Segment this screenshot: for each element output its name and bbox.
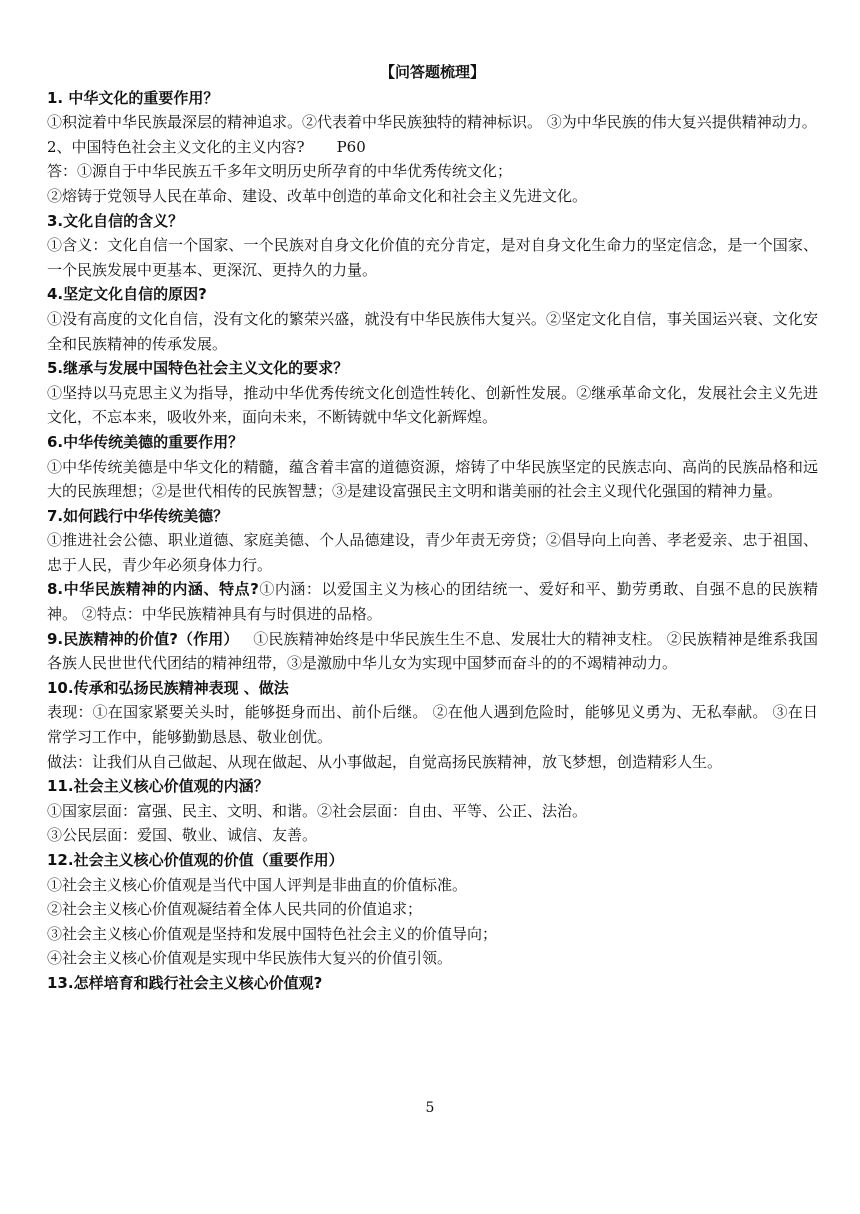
answer-paragraph: ②社会主义核心价值观凝结着全体人民共同的价值追求； [47, 900, 423, 919]
question-heading: 12.社会主义核心价值观的价值（重要作用） [47, 851, 344, 869]
question-heading: 11.社会主义核心价值观的内涵？ [47, 777, 269, 796]
answer-paragraph: ②熔铸于党领导人民在革命、建设、改革中创造的革命文化和社会主义先进文化。 [47, 186, 588, 205]
answer-paragraph: ①坚持以马克思主义为指导，推动中华优秀传统文化创造性转化、创新性发展。②继承革命文化，发展社会主义先进文化，不忘本来，吸收外来，面向未来，不断铸就中华文化新辉煌。 [47, 383, 818, 427]
question-heading: 5.继承与发展中国特色社会主义文化的要求？ [47, 359, 349, 378]
question-heading: 8.中华民族精神的内涵、特点? [47, 580, 259, 599]
question-heading: 13.怎样培育和践行社会主义核心价值观? [47, 973, 323, 992]
question-heading: 3.文化自信的含义？ [47, 211, 184, 230]
section-title: 【问答题梳理】 [379, 63, 485, 81]
answer-paragraph: 做法：让我们从自己做起、从现在做起、从小事做起，自觉高扬民族精神，放飞梦想，创造精彩人生。 [47, 752, 723, 771]
question-heading: 1. 中华文化的重要作用？ [47, 88, 219, 107]
answer-paragraph: ④社会主义核心价值观是实现中华民族伟大复兴的价值引领。 [47, 949, 453, 968]
question-with-answer [47, 627, 818, 676]
question-heading: 7.如何践行中华传统美德？ [47, 506, 229, 525]
question-heading: 6.中华传统美德的重要作用？ [47, 432, 244, 451]
answer-paragraph: ③社会主义核心价值观是坚持和发展中国特色社会主义的价值导向； [47, 924, 498, 943]
question-text: 2、中国特色社会主义文化的主义内容? [47, 137, 305, 156]
answer-paragraph: ①社会主义核心价值观是当代中国人评判是非曲直的价值标准。 [47, 875, 468, 894]
answer-paragraph: ①推进社会公德、职业道德、家庭美德、个人品德建设，青少年责无旁贷；②倡导向上向善、孝老爱亲、忠于祖国、忠于人民，青少年必须身体力行。 [47, 531, 818, 574]
question-with-answer [47, 577, 818, 626]
answer-paragraph: ①没有高度的文化自信，没有文化的繁荣兴盛，就没有中华民族伟大复兴。②坚定文化自信，事关国运兴衰、文化安全和民族精神的传承发展。 [47, 309, 818, 353]
content-body [47, 86, 818, 996]
answer-paragraph: 答：①源自于中华民族五千多年文明历史所孕育的中华优秀传统文化； [47, 162, 513, 181]
page-number: 5 [425, 1100, 435, 1116]
answer-paragraph: ①积淀着中华民族最深层的精神追求。②代表着中华民族独特的精神标识。 ③为中华民族的伟大复兴提供精神动力。 [47, 113, 817, 132]
answer-paragraph: 表现：①在国家紧要关头时，能够挺身而出、前仆后继。 ②在他人遇到危险时，能够见义勇为、无私奉献。 ③在日常学习工作中，能够勤勤恳恳、敬业创优。 [47, 703, 818, 747]
answer-paragraph: ①中华传统美德是中华文化的精髓，蕴含着丰富的道德资源，熔铸了中华民族坚定的民族志向、高尚的民族品格和远大的民族理想；②是世代相传的民族智慧；③是建设富强民主文明和谐美丽的社会主义现代化强国的精神力量。 [47, 457, 818, 501]
answer-paragraph: ①国家层面：富强、民主、文明、和谐。②社会层面：自由、平等、公正、法治。 [47, 801, 588, 820]
answer-paragraph: ①含义：文化自信一个国家、一个民族对自身文化价值的充分肯定，是对自身文化生命力的坚定信念，是一个国家、一个民族发展中更基本、更深沉、更持久的力量。 [47, 236, 818, 279]
answer-text: ①内涵：以爱国主义为核心的团结统一、爱好和平、勤劳勇敢、自强不息的民族精神。 ②特点：中华民族精神具有与时俱进的品格。 [47, 580, 818, 624]
question-heading: 10.传承和弘扬民族精神表现 、做法 [47, 678, 289, 697]
question-heading: 9.民族精神的价值?（作用） [47, 629, 239, 648]
question-heading: 4.坚定文化自信的原因? [47, 285, 207, 304]
question-heading [47, 135, 818, 160]
answer-text: ①民族精神始终是中华民族生生不息、发展壮大的精神支柱。 ②民族精神是维系我国各族人民世世代代团结的精神纽带，③是激励中华儿女为实现中国梦而奋斗的的不竭精神动力。 [47, 629, 818, 673]
answer-paragraph: ③公民层面：爱国、敬业、诚信、友善。 [47, 826, 318, 845]
page-reference: P60 [336, 137, 366, 156]
